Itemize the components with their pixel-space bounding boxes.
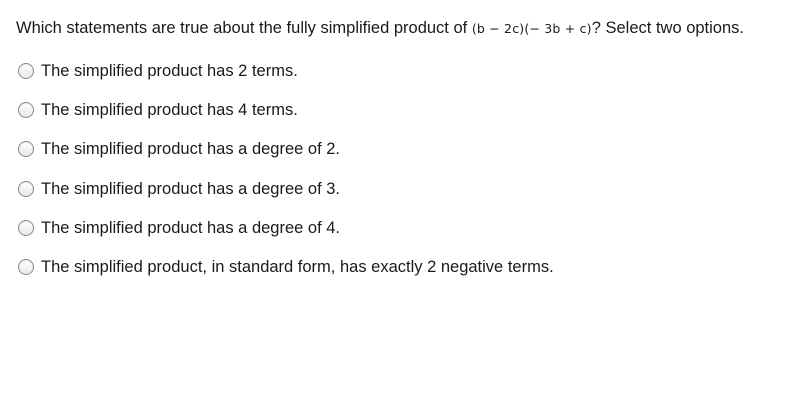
- option-1[interactable]: [18, 60, 788, 99]
- question-text: [16, 17, 744, 40]
- question-suffix: ? Select two options.: [591, 19, 744, 37]
- option-5[interactable]: [18, 217, 788, 256]
- option-6[interactable]: [18, 256, 788, 295]
- answer-options-list: [18, 60, 788, 295]
- math-expression: (b − 2c)(− 3b + c): [471, 21, 592, 36]
- option-3[interactable]: [18, 138, 788, 177]
- option-2-label: The simplified product has 4 terms.: [41, 101, 298, 120]
- question-prefix: Which statements are true about the fully simplified product of: [16, 19, 472, 37]
- option-2[interactable]: [18, 99, 788, 138]
- option-4-label: The simplified product has a degree of 3.: [41, 179, 341, 198]
- option-3-checkbox[interactable]: [18, 141, 34, 157]
- option-1-label: The simplified product has 2 terms.: [41, 62, 298, 80]
- option-6-checkbox[interactable]: [18, 259, 34, 275]
- option-5-label: The simplified product has a degree of 4.: [41, 218, 341, 237]
- option-3-label: The simplified product has a degree of 2.: [41, 140, 341, 159]
- option-5-checkbox[interactable]: [18, 220, 34, 236]
- option-4-checkbox[interactable]: [18, 181, 34, 197]
- option-6-label: The simplified product, in standard form, has exactly 2 negative terms.: [41, 257, 554, 276]
- option-2-checkbox[interactable]: [18, 102, 34, 118]
- option-4[interactable]: [18, 178, 788, 217]
- option-1-checkbox[interactable]: [18, 63, 34, 79]
